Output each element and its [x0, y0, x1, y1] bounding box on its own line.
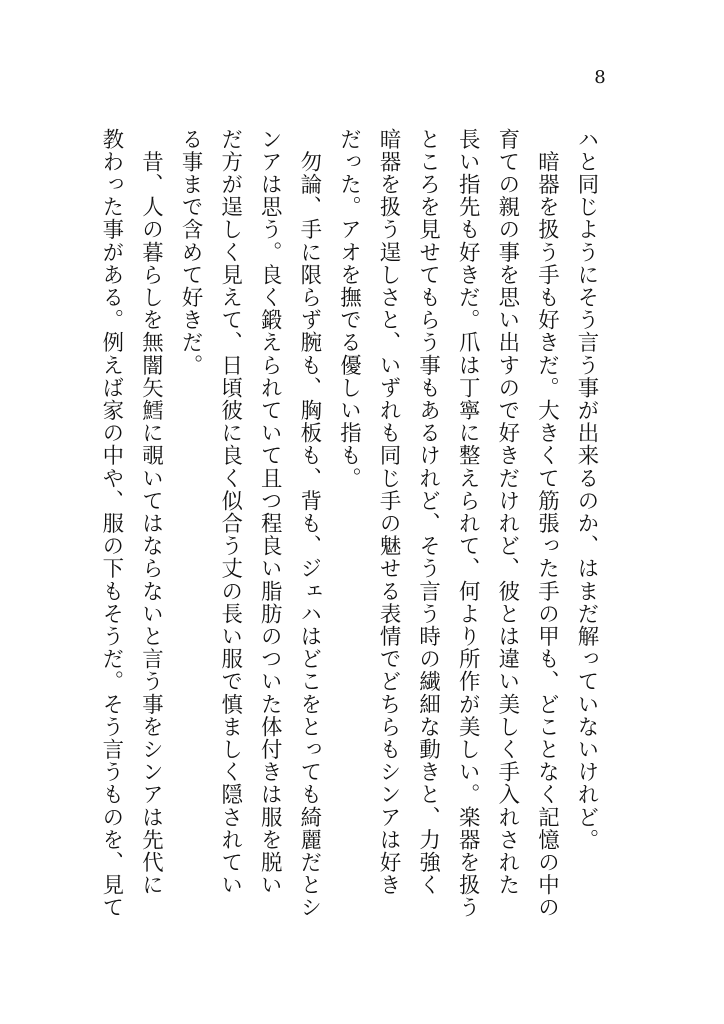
text-line: ところを見せてもらう事もあるけれど、そう言う時の繊細な動きと、力強く — [415, 128, 441, 897]
text-line: だった。アオを撫でる優しい指も。 — [336, 128, 362, 490]
page-number: 8 — [594, 67, 606, 88]
text-line: 育ての親の事を思い出すので好きだけれど、彼とは違い美しく手入れされた — [494, 128, 520, 897]
text-line: 勿論、手に限らず腕も、胸板も、背も、ジェハはどこをとっても綺麗だとシ — [296, 128, 322, 919]
text-line: ンアは思う。良く鍛えられていて且つ程良い脂肪のついた体付きは服を脱い — [257, 128, 283, 897]
body-text — [91, 128, 606, 919]
text-line: 教わった事がある。例えば家の中や、服の下もそうだ。そう言うものを、見て — [98, 128, 124, 919]
text-line: 暗器を扱う逞しさと、いずれも同じ手の魅せる表情でどちらもシンアは好き — [376, 128, 402, 897]
text-line: る事まで含めて好きだ。 — [178, 128, 204, 377]
text-line: だ方が逞しく見えて、日頃彼に良く似合う丈の長い服で慎ましく隠されてい — [217, 128, 243, 897]
text-line: 長い指先も好きだ。爪は丁寧に整えられて、何より所作が美しい。楽器を扱う — [455, 128, 481, 919]
text-line: 昔、人の暮らしを無闇矢鱈に覗いてはならないと言う事をシンアは先代に — [138, 128, 164, 897]
text-line: 暗器を扱う手も好きだ。大きくて筋張った手の甲も、どことなく記憶の中の — [534, 128, 560, 919]
text-line: ハと同じようにそう言う事が出来るのか、はまだ解っていないけれど。 — [574, 128, 599, 852]
